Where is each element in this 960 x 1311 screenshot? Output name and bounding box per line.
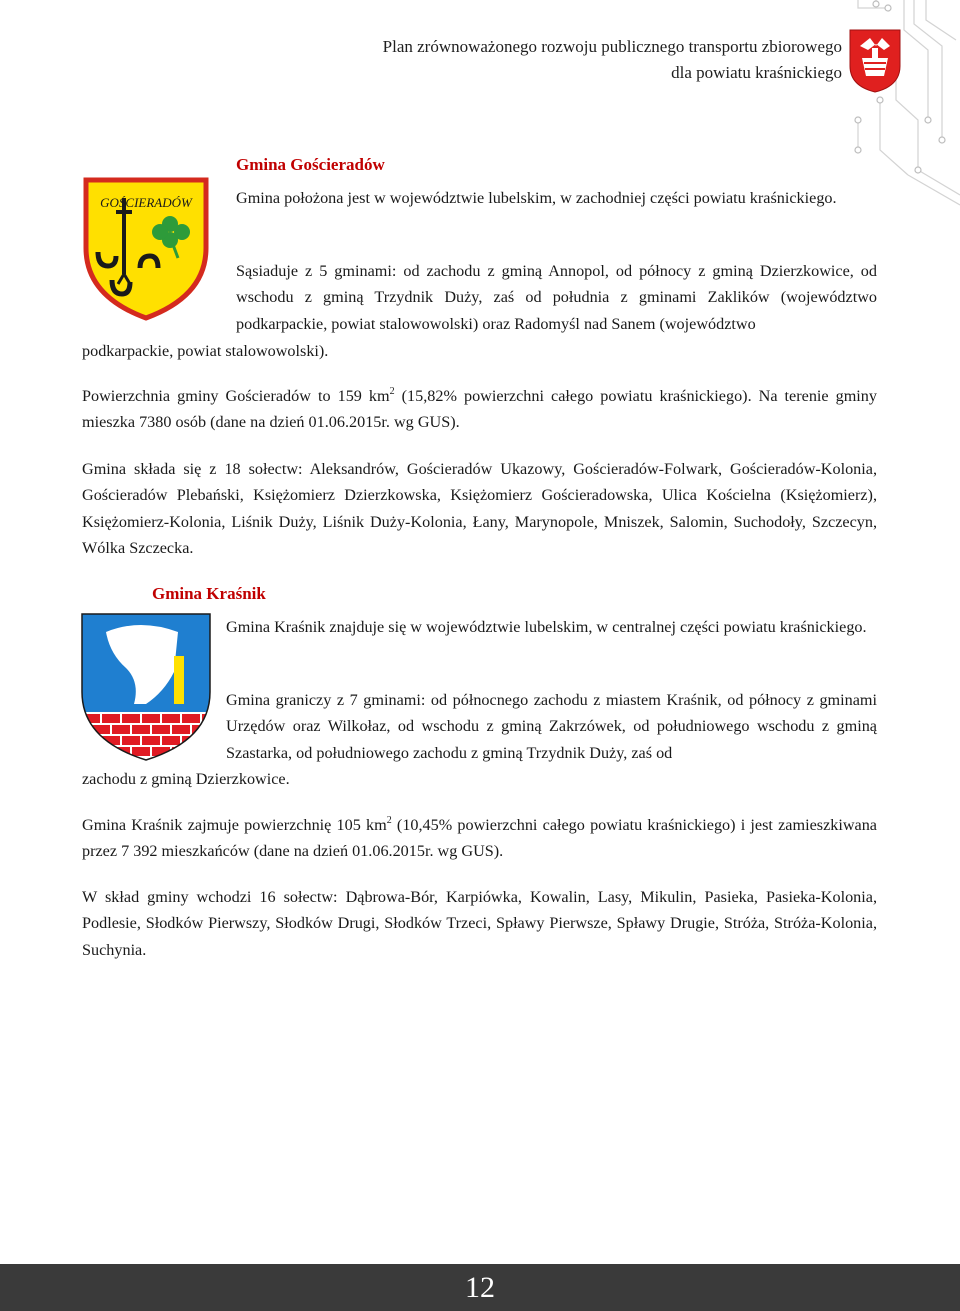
goscieradow-area-sup: 2 (389, 386, 395, 397)
goscieradow-paragraph-villages: Gmina składa się z 18 sołectw: Aleksandrów, Gościeradów Ukazowy, Gościeradów-Folwark, Gościeradów-Kolonia, Gościeradów Plebański, Księżomierz Dzierzkowska, Księżomierz Gościeradowska, Ulica Kościelna (Księżomierz), Księżomierz-Kolonia, Liśnik Duży, Liśnik Duży-Kolonia, Łany, Marynopole, Mniszek, Salomin, Suchodoły, Szczecyn, Wólka Szczecka. (82, 460, 877, 558)
header-line-2: dla powiatu kraśnickiego (671, 63, 842, 82)
krasnik-area-sup: 2 (386, 815, 392, 826)
krasnik-paragraph-neighbours-tail: zachodu z gminą Dzierzkowice. (82, 770, 290, 788)
header-line-1: Plan zrównoważonego rozwoju publicznego transportu zbiorowego (382, 37, 842, 56)
goscieradow-paragraph-location: Gmina położona jest w województwie lubelskim, w zachodniej części powiatu kraśnickiego. (236, 189, 837, 207)
krasnik-area-text: Gmina Kraśnik zajmuje powierzchnię 105 km (82, 816, 387, 834)
goscieradow-section-title: Gmina Gościeradów (236, 155, 385, 174)
krasnik-paragraph-location: Gmina Kraśnik znajduje się w województwie lubelskim, w centralnej części powiatu kraśnickiego. (226, 618, 867, 636)
krasnik-paragraph-villages: W skład gminy wchodzi 16 sołectw: Dąbrowa-Bór, Karpiówka, Kowalin, Lasy, Mikulin, Pasieka, Pasieka-Kolonia, Podlesie, Słodków Pierwszy, Słodków Drugi, Słodków Trzeci, Spławy Pierwsze, Spławy Drugie, Stróża, Stróża-Kolonia, Suchynia. (82, 888, 877, 959)
goscieradow-crest-text: GOŚCIERADÓW (100, 195, 192, 210)
goscieradow-paragraph-neighbours-tail: podkarpackie, powiat stalowowolski). (82, 342, 329, 360)
goscieradow-coat-of-arms (80, 176, 212, 322)
krasnik-paragraph-neighbours: Gmina graniczy z 7 gminami: od północnego zachodu z miastem Kraśnik, od północy z gminami Urzędów oraz Wilkołaz, od wschodu z gminą Zakrzówek, od południowego wschodu z gminą Szastarka, od południowego zachodu z gminą Trzydnik Duży, zaś od (226, 691, 877, 762)
goscieradow-paragraph-area (82, 383, 877, 436)
goscieradow-paragraph-neighbours: Sąsiaduje z 5 gminami: od zachodu z gminą Annopol, od północy z gminą Dzierzkowice, od wschodu z gminą Trzydnik Duży, zaś od południa z gminami Zaklików (województwo podkarpackie, powiat stalowowolski) oraz Radomyśl nad Sanem (województwo (236, 262, 877, 333)
krasnik-section-title: Gmina Kraśnik (152, 584, 266, 603)
goscieradow-area-text: Powierzchnia gminy Gościeradów to 159 km (82, 387, 390, 405)
krasnik-area-text-rest: (10,45% powierzchni całego powiatu kraśnickiego) i jest zamieszkiwana przez 7 392 mieszkańców (dane na dzień 01.06.2015r. wg GUS). (82, 816, 877, 861)
goscieradow-area-text-rest: (15,82% powierzchni całego powiatu kraśnickiego). Na terenie gminy mieszka 7380 osób (dane na dzień 01.06.2015r. wg GUS). (82, 387, 877, 432)
krasnik-coat-of-arms (80, 612, 212, 762)
page-footer (0, 1264, 960, 1311)
powiat-crest-icon (848, 28, 902, 94)
krasnik-paragraph-area (82, 812, 877, 865)
document-header (383, 34, 842, 86)
page-number: 12 (465, 1271, 495, 1304)
